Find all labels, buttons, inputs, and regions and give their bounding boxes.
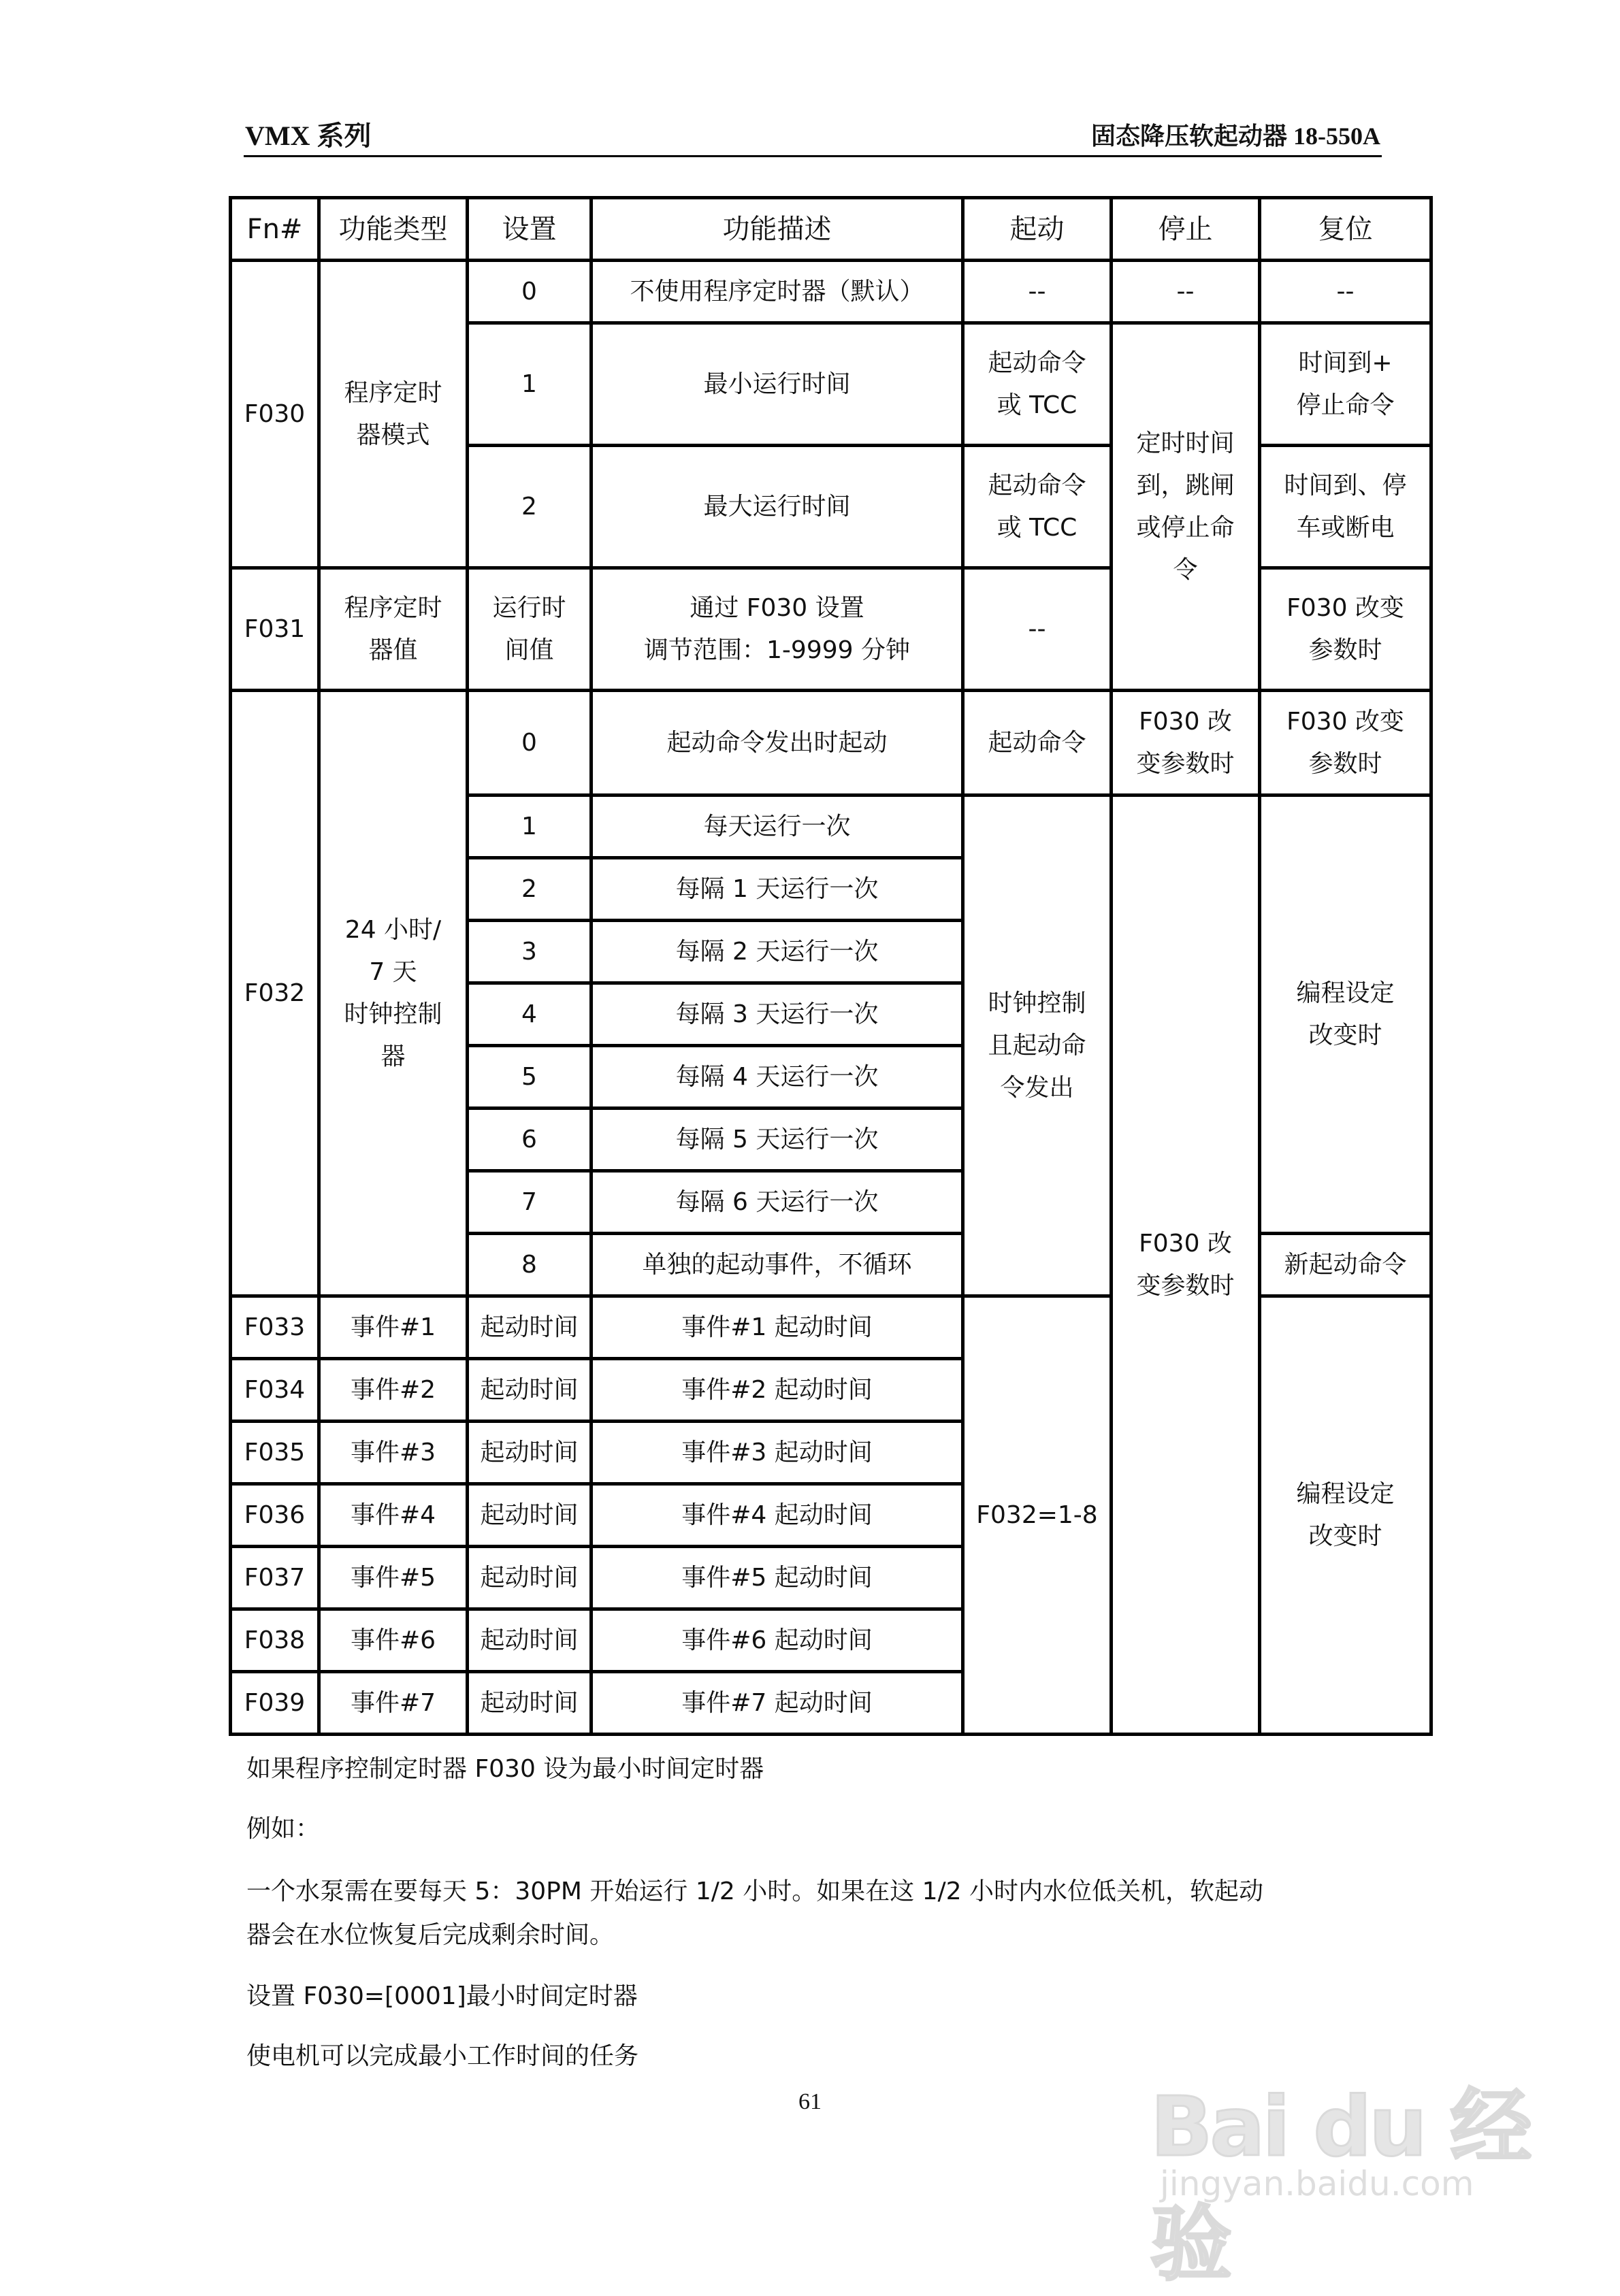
description-cell: 每隔 2 天运行一次 bbox=[592, 921, 963, 983]
cell-line: F030 改 bbox=[1139, 707, 1232, 736]
column-header-type: 功能类型 bbox=[319, 198, 468, 261]
cell-line: 起动命令 bbox=[988, 471, 1086, 499]
cell-line: 或 TCC bbox=[997, 513, 1078, 542]
setting-cell: 起动时间 bbox=[468, 1359, 592, 1422]
setting-cell: 1 bbox=[468, 796, 592, 858]
setting-cell: 1 bbox=[468, 323, 592, 446]
reset-cell bbox=[1260, 446, 1431, 568]
note-line-1: 如果程序控制定时器 F030 设为最小时间定时器 bbox=[246, 1755, 764, 1783]
column-header-fn: Fn# bbox=[231, 198, 319, 261]
note-paragraph bbox=[246, 1870, 1390, 1957]
fn-cell: F032 bbox=[231, 691, 319, 1296]
type-cell: 事件#3 bbox=[319, 1422, 468, 1484]
reset-cell bbox=[1260, 568, 1431, 691]
cell-line: 变参数时 bbox=[1136, 1271, 1235, 1300]
cell-line: 变参数时 bbox=[1136, 749, 1235, 778]
fn-cell: F038 bbox=[231, 1609, 319, 1672]
reset-cell: -- bbox=[1260, 261, 1431, 323]
baidu-jingyan-watermark bbox=[1150, 2062, 1532, 2292]
setting-cell: 5 bbox=[468, 1046, 592, 1109]
column-header-setting: 设置 bbox=[468, 198, 592, 261]
stop-cell bbox=[1112, 691, 1260, 796]
note-line-4: 设置 F030=[0001]最小时间定时器 bbox=[246, 1982, 638, 2010]
column-header-description: 功能描述 bbox=[592, 198, 963, 261]
header-divider bbox=[244, 155, 1382, 157]
description-cell: 事件#5 起动时间 bbox=[592, 1547, 963, 1609]
cell-line: 令发出 bbox=[1000, 1073, 1074, 1102]
note-line-5: 使电机可以完成最小工作时间的任务 bbox=[246, 2042, 639, 2070]
cell-line: 器值 bbox=[368, 636, 418, 664]
fn-cell: F034 bbox=[231, 1359, 319, 1422]
reset-cell bbox=[1260, 1296, 1431, 1735]
type-cell: 事件#2 bbox=[319, 1359, 468, 1422]
type-cell: 事件#5 bbox=[319, 1547, 468, 1609]
cell-line: 器 bbox=[380, 1042, 406, 1070]
stop-cell bbox=[1112, 796, 1260, 1735]
description-cell: 每隔 3 天运行一次 bbox=[592, 983, 963, 1046]
cell-line: 7 天 bbox=[369, 957, 417, 986]
setting-cell bbox=[468, 568, 592, 691]
cell-line: 时钟控制 bbox=[344, 1000, 442, 1028]
fn-cell: F039 bbox=[231, 1672, 319, 1735]
cell-line: 定时时间 bbox=[1136, 429, 1235, 457]
setting-cell: 4 bbox=[468, 983, 592, 1046]
type-cell: 事件#6 bbox=[319, 1609, 468, 1672]
page-number: 61 bbox=[798, 2089, 822, 2114]
type-cell: 事件#4 bbox=[319, 1484, 468, 1547]
cell-line: 且起动命 bbox=[988, 1031, 1086, 1060]
type-cell: 事件#1 bbox=[319, 1296, 468, 1359]
header-product-title: 固态降压软起动器 18-550A bbox=[1091, 122, 1380, 150]
cell-line: 时间到、停 bbox=[1284, 471, 1407, 499]
fn-cell: F036 bbox=[231, 1484, 319, 1547]
type-cell bbox=[319, 691, 468, 1296]
description-cell: 每隔 1 天运行一次 bbox=[592, 858, 963, 921]
column-header-start: 起动 bbox=[963, 198, 1112, 261]
description-cell: 每隔 4 天运行一次 bbox=[592, 1046, 963, 1109]
watermark-url: jingyan.baidu.com bbox=[1160, 2164, 1474, 2203]
reset-cell bbox=[1260, 691, 1431, 796]
table-row bbox=[231, 691, 1431, 796]
description-cell: 事件#1 起动时间 bbox=[592, 1296, 963, 1359]
reset-cell bbox=[1260, 796, 1431, 1234]
setting-cell: 起动时间 bbox=[468, 1296, 592, 1359]
table-header-row bbox=[231, 198, 1431, 261]
cell-line: 程序定时 bbox=[344, 378, 442, 407]
setting-cell: 2 bbox=[468, 446, 592, 568]
fn-cell: F035 bbox=[231, 1422, 319, 1484]
cell-line: 程序定时 bbox=[344, 593, 442, 622]
cell-line: 或停止命 bbox=[1136, 513, 1235, 542]
description-cell: 事件#3 起动时间 bbox=[592, 1422, 963, 1484]
cell-line: 间值 bbox=[504, 636, 554, 664]
description-cell: 事件#4 起动时间 bbox=[592, 1484, 963, 1547]
type-cell bbox=[319, 261, 468, 568]
cell-line: 起动命令 bbox=[988, 348, 1086, 377]
setting-cell: 0 bbox=[468, 261, 592, 323]
description-cell: 每隔 6 天运行一次 bbox=[592, 1171, 963, 1234]
stop-cell bbox=[1112, 323, 1260, 691]
description-cell bbox=[592, 568, 963, 691]
description-cell: 不使用程序定时器（默认） bbox=[592, 261, 963, 323]
parameter-table bbox=[229, 196, 1433, 1736]
cell-line: F030 改变 bbox=[1286, 593, 1404, 622]
cell-line: 24 小时/ bbox=[344, 915, 442, 944]
cell-line: 或 TCC bbox=[997, 391, 1078, 419]
cell-line: 到，跳闸 bbox=[1136, 471, 1235, 499]
cell-line: 参数时 bbox=[1308, 749, 1382, 778]
cell-line: 改变时 bbox=[1308, 1522, 1382, 1550]
description-cell: 起动命令发出时起动 bbox=[592, 691, 963, 796]
fn-cell: F033 bbox=[231, 1296, 319, 1359]
cell-line: 调节范围：1-9999 分钟 bbox=[644, 636, 910, 664]
cell-line: 编程设定 bbox=[1296, 979, 1395, 1007]
type-cell bbox=[319, 568, 468, 691]
cell-line: 编程设定 bbox=[1296, 1479, 1395, 1508]
type-cell: 事件#7 bbox=[319, 1672, 468, 1735]
start-cell: -- bbox=[963, 568, 1112, 691]
note-line-2: 例如： bbox=[246, 1815, 321, 1843]
setting-cell: 起动时间 bbox=[468, 1609, 592, 1672]
cell-line: 器模式 bbox=[356, 421, 430, 449]
start-cell bbox=[963, 323, 1112, 446]
watermark-brand: Bai du 经验 bbox=[1150, 2080, 1529, 2292]
setting-cell: 2 bbox=[468, 858, 592, 921]
table-row bbox=[231, 261, 1431, 323]
start-cell: F032=1-8 bbox=[963, 1296, 1112, 1735]
setting-cell: 起动时间 bbox=[468, 1422, 592, 1484]
start-cell bbox=[963, 796, 1112, 1296]
cell-line: 车或断电 bbox=[1296, 513, 1395, 542]
cell-line: 通过 F030 设置 bbox=[690, 593, 864, 622]
paragraph-line: 器会在水位恢复后完成剩余时间。 bbox=[246, 1921, 615, 1949]
cell-line: 时钟控制 bbox=[988, 989, 1086, 1017]
description-cell: 最大运行时间 bbox=[592, 446, 963, 568]
setting-cell: 3 bbox=[468, 921, 592, 983]
setting-cell: 起动时间 bbox=[468, 1484, 592, 1547]
cell-line: 运行时 bbox=[492, 593, 566, 622]
start-cell: 起动命令 bbox=[963, 691, 1112, 796]
reset-cell bbox=[1260, 323, 1431, 446]
cell-line: 参数时 bbox=[1308, 636, 1382, 664]
description-cell: 最小运行时间 bbox=[592, 323, 963, 446]
setting-cell: 7 bbox=[468, 1171, 592, 1234]
cell-line: 时间到+ bbox=[1298, 348, 1393, 377]
setting-cell: 8 bbox=[468, 1234, 592, 1296]
start-cell: -- bbox=[963, 261, 1112, 323]
paragraph-line: 一个水泵需在要每天 5：30PM 开始运行 1/2 小时。如果在这 1/2 小时内水位低关机，软起动 bbox=[246, 1877, 1264, 1905]
column-header-stop: 停止 bbox=[1112, 198, 1260, 261]
setting-cell: 起动时间 bbox=[468, 1672, 592, 1735]
description-cell: 事件#2 起动时间 bbox=[592, 1359, 963, 1422]
description-cell: 每隔 5 天运行一次 bbox=[592, 1109, 963, 1171]
cell-line: F030 改变 bbox=[1286, 707, 1404, 736]
setting-cell: 6 bbox=[468, 1109, 592, 1171]
start-cell bbox=[963, 446, 1112, 568]
cell-line: F030 改 bbox=[1139, 1229, 1232, 1258]
fn-cell: F037 bbox=[231, 1547, 319, 1609]
fn-cell: F031 bbox=[231, 568, 319, 691]
setting-cell: 起动时间 bbox=[468, 1547, 592, 1609]
description-cell: 每天运行一次 bbox=[592, 796, 963, 858]
fn-cell: F030 bbox=[231, 261, 319, 568]
cell-line: 停止命令 bbox=[1296, 391, 1395, 419]
setting-cell: 0 bbox=[468, 691, 592, 796]
stop-cell: -- bbox=[1112, 261, 1260, 323]
description-cell: 单独的起动事件，不循环 bbox=[592, 1234, 963, 1296]
header-series-title: VMX 系列 bbox=[245, 120, 372, 151]
description-cell: 事件#6 起动时间 bbox=[592, 1609, 963, 1672]
reset-cell: 新起动命令 bbox=[1260, 1234, 1431, 1296]
column-header-reset: 复位 bbox=[1260, 198, 1431, 261]
description-cell: 事件#7 起动时间 bbox=[592, 1672, 963, 1735]
cell-line: 改变时 bbox=[1308, 1021, 1382, 1049]
cell-line: 令 bbox=[1173, 555, 1198, 584]
